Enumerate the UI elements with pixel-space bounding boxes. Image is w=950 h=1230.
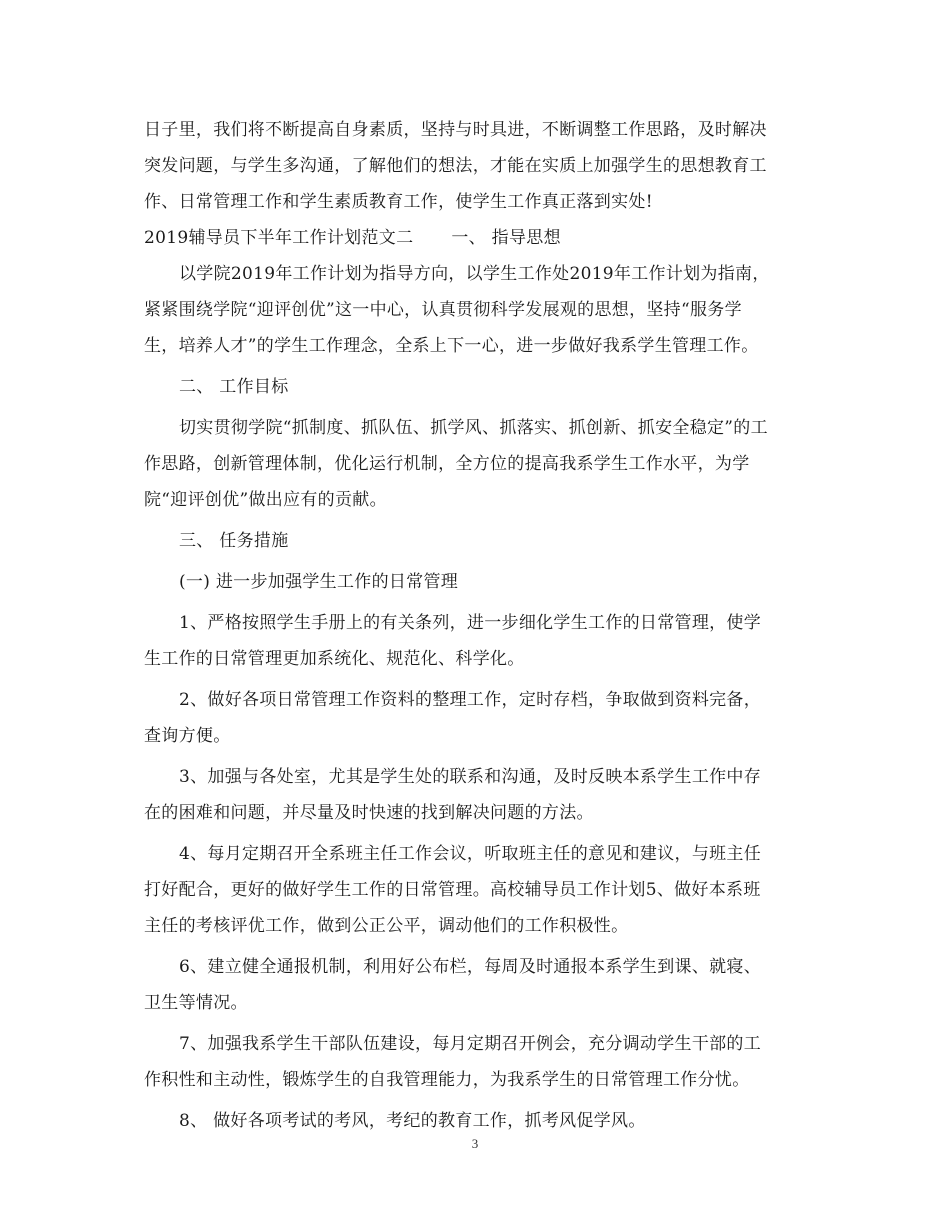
list-item-line: 6、建立健全通报机制，利用好公布栏，每周及时通报本系学生到课、就寝、 bbox=[179, 957, 762, 977]
section-heading-goals: 二、 工作目标 bbox=[179, 377, 289, 397]
text-line: 日子里，我们将不断提高自身素质，坚持与时具进，不断调整工作思路，及时解决 bbox=[144, 120, 767, 140]
list-item-line: 在的困难和问题，并尽量及时快速的找到解决问题的方法。 bbox=[144, 803, 594, 823]
section-heading-measures: 三、 任务措施 bbox=[179, 531, 289, 551]
paragraph-line: 院“迎评创优”做出应有的贡献。 bbox=[144, 490, 387, 510]
section-heading-guiding-ideology: 一、 指导思想 bbox=[451, 228, 561, 248]
list-item-line: 1、严格按照学生手册上的有关条列，进一步细化学生工作的日常管理，使学 bbox=[179, 613, 762, 633]
list-item-line: 3、加强与各处室，尤其是学生处的联系和沟通，及时反映本系学生工作中存 bbox=[179, 767, 762, 787]
document-body bbox=[144, 112, 804, 1139]
list-item-line: 打好配合，更好的做好学生工作的日常管理。高校辅导员工作计划5、做好本系班 bbox=[144, 880, 761, 900]
list-item-line: 查询方便。 bbox=[144, 726, 231, 746]
list-item-line: 4、每月定期召开全系班主任工作会议，听取班主任的意见和建议，与班主任 bbox=[179, 844, 762, 864]
paragraph-line: 切实贯彻学院“抓制度、抓队伍、抓学风、抓落实、抓创新、抓安全稳定”的工 bbox=[179, 418, 768, 438]
list-item-line: 主任的考核评优工作，做到公正公平，调动他们的工作积极性。 bbox=[144, 916, 629, 936]
document-heading bbox=[144, 220, 804, 256]
list-item-line: 7、加强我系学生干部队伍建设，每月定期召开例会，充分调动学生干部的工 bbox=[179, 1034, 762, 1054]
list-item-line: 2、做好各项日常管理工作资料的整理工作，定时存档，争取做到资料完备， bbox=[179, 690, 762, 710]
document-title: 2019辅导员下半年工作计划范文二 bbox=[144, 228, 414, 248]
text-line: 突发问题，与学生多沟通，了解他们的想法，才能在实质上加强学生的思想教育工 bbox=[144, 156, 767, 176]
paragraph-line: 生，培养人才”的学生工作理念，全系上下一心，进一步做好我系学生管理工作。 bbox=[144, 336, 759, 356]
subsection-heading: (一) 进一步加强学生工作的日常管理 bbox=[179, 572, 459, 592]
paragraph-line: 紧紧围绕学院“迎评创优”这一中心，认真贯彻科学发展观的思想，坚持“服务学 bbox=[144, 300, 742, 320]
text-line: 作、日常管理工作和学生素质教育工作，使学生工作真正落到实处! bbox=[144, 192, 653, 212]
paragraph-line: 作思路，创新管理体制，优化运行机制，全方位的提高我系学生工作水平，为学 bbox=[144, 454, 750, 474]
list-item-line: 作积性和主动性，锻炼学生的自我管理能力，为我系学生的日常管理工作分忧。 bbox=[144, 1070, 750, 1090]
page-number: 3 bbox=[471, 1136, 479, 1151]
paragraph-line: 以学院2019年工作计划为指导方向，以学生工作处2019年工作计划为指南， bbox=[179, 264, 770, 284]
list-item-line: 8、 做好各项考试的考风，考纪的教育工作，抓考风促学风。 bbox=[179, 1111, 646, 1131]
list-item-line: 卫生等情况。 bbox=[144, 993, 248, 1013]
list-item-line: 生工作的日常管理更加系统化、规范化、科学化。 bbox=[144, 649, 525, 669]
